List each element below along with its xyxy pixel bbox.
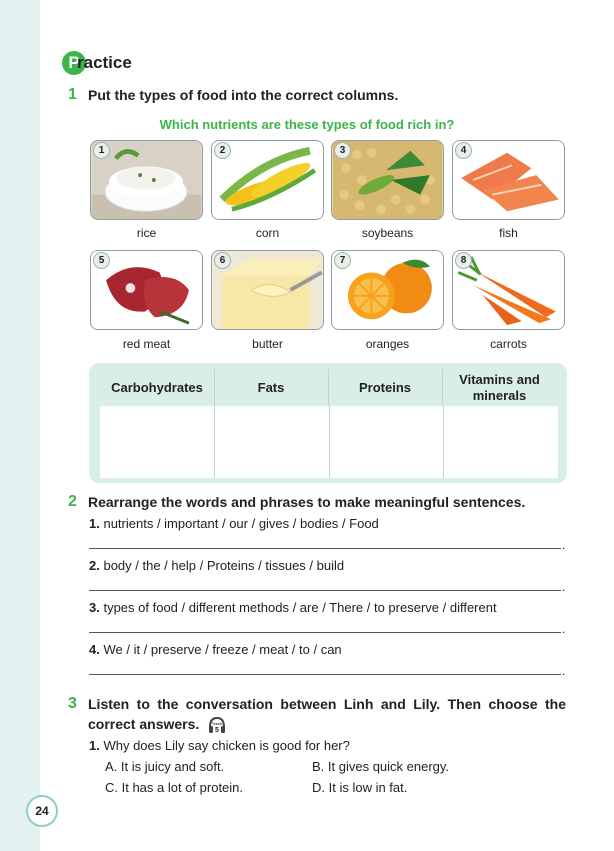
food-number-badge: 1 xyxy=(93,142,110,159)
food-number-badge: 2 xyxy=(214,142,231,159)
food-image-soybeans xyxy=(331,140,444,220)
svg-text:Track: Track xyxy=(211,721,223,727)
exercise-instruction: Listen to the conversation between Linh and Lily. Then choose the correct answers. xyxy=(88,696,566,732)
item-number: 1. xyxy=(89,516,100,531)
option-c[interactable]: C. It has a lot of protein. xyxy=(105,780,244,795)
food-number-badge: 3 xyxy=(334,142,351,159)
column-header-vitamins: Vitamins and minerals xyxy=(459,372,540,403)
food-label: butter xyxy=(252,337,283,351)
food-image-fish xyxy=(452,140,565,220)
answer-line[interactable] xyxy=(89,548,561,549)
column-header-fats: Fats xyxy=(257,380,285,395)
food-image-butter xyxy=(211,250,324,330)
food-image-corn xyxy=(211,140,324,220)
headphones-track-icon[interactable] xyxy=(207,715,227,735)
exercise-1-subtitle: Which nutrients are these types of food rich in? xyxy=(159,117,455,132)
question-text: Why does Lily say chicken is good for her? xyxy=(103,738,350,753)
question-1 xyxy=(89,738,350,753)
section-heading xyxy=(62,50,132,76)
food-number-badge: 4 xyxy=(455,142,472,159)
food-number-badge: 6 xyxy=(214,252,231,269)
line-end-dot: . xyxy=(562,580,566,594)
answer-line[interactable] xyxy=(89,590,561,591)
answer-cell-carbohydrates[interactable] xyxy=(100,406,215,478)
item-text: types of food / different methods / are / There / to preserve / different xyxy=(103,600,497,615)
item-text: We / it / preserve / freeze / meat / to / can xyxy=(103,642,342,657)
answer-line[interactable] xyxy=(89,674,561,675)
exercise-1-header xyxy=(68,86,398,105)
food-image-carrots xyxy=(452,250,565,330)
food-label: rice xyxy=(136,226,157,240)
line-end-dot: . xyxy=(562,664,566,678)
exercise-3-instruction xyxy=(88,694,566,735)
exercise-2-header xyxy=(68,493,525,512)
line-end-dot: . xyxy=(562,622,566,636)
exercise-instruction: Put the types of food into the correct columns. xyxy=(88,87,399,103)
option-a[interactable]: A. It is juicy and soft. xyxy=(105,759,225,774)
item-number: 4. xyxy=(89,642,100,657)
option-b[interactable]: B. It gives quick energy. xyxy=(312,759,450,774)
item-number: 3. xyxy=(89,600,100,615)
answer-cell-vitamins[interactable] xyxy=(444,406,558,478)
sentence-item xyxy=(89,516,379,531)
option-d[interactable]: D. It is low in fat. xyxy=(312,780,408,795)
item-number: 2. xyxy=(89,558,100,573)
sentence-item xyxy=(89,642,342,657)
food-image-red-meat xyxy=(90,250,203,330)
food-label: fish xyxy=(499,226,518,240)
food-image-oranges xyxy=(331,250,444,330)
food-number-badge: 8 xyxy=(455,252,472,269)
answer-line[interactable] xyxy=(89,632,561,633)
sentence-item xyxy=(89,558,344,573)
column-header-carbohydrates: Carbohydrates xyxy=(111,380,203,395)
food-label: red meat xyxy=(122,337,171,351)
line-end-dot: . xyxy=(562,538,566,552)
item-text: nutrients / important / our / gives / bodies / Food xyxy=(103,516,379,531)
item-text: body / the / help / Proteins / tissues / build xyxy=(103,558,345,573)
page-number: 24 xyxy=(26,795,58,827)
svg-text:5: 5 xyxy=(215,727,220,735)
exercise-instruction: Rearrange the words and phrases to make meaningful sentences. xyxy=(88,494,526,510)
exercise-number: 3 xyxy=(68,695,77,712)
column-divider xyxy=(442,369,443,407)
food-number-badge: 7 xyxy=(334,252,351,269)
food-image-rice xyxy=(90,140,203,220)
food-label: oranges xyxy=(365,337,410,351)
column-header-proteins: Proteins xyxy=(358,380,411,395)
heading-text: ractice xyxy=(77,53,132,72)
food-label: carrots xyxy=(490,337,527,351)
exercise-number: 2 xyxy=(68,493,77,510)
sentence-item xyxy=(89,600,497,615)
food-number-badge: 5 xyxy=(93,252,110,269)
exercise-3-number-wrap xyxy=(68,695,88,713)
answer-cell-fats[interactable] xyxy=(215,406,330,478)
answer-cell-proteins[interactable] xyxy=(330,406,445,478)
exercise-number: 1 xyxy=(68,86,77,103)
table-answer-area xyxy=(100,406,558,478)
question-number: 1. xyxy=(89,738,100,753)
heading-initial: P xyxy=(62,51,86,75)
food-label: corn xyxy=(255,226,280,240)
food-label: soybeans xyxy=(361,226,414,240)
